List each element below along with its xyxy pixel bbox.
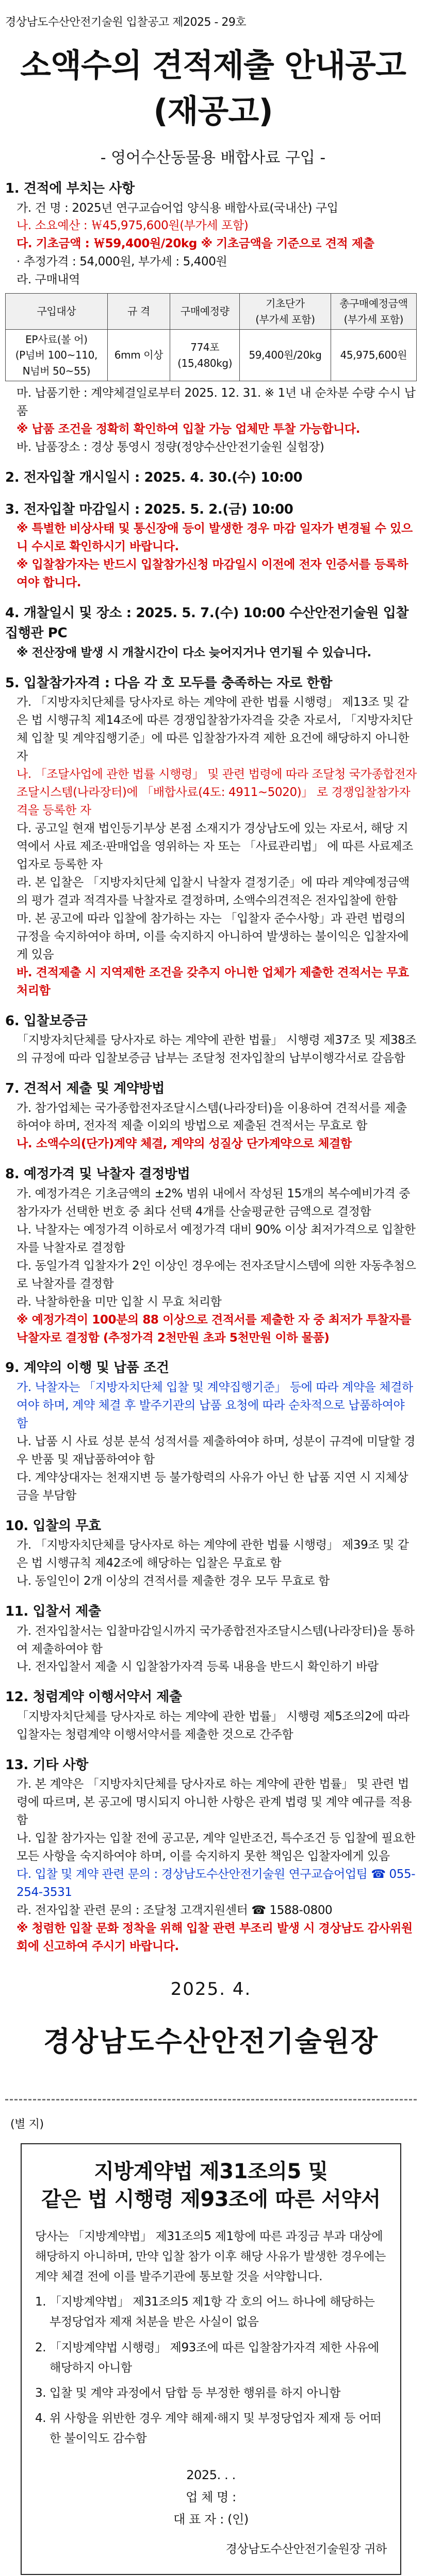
issuer-name: 경상남도수산안전기술원장 [43,2025,379,2058]
list-item: 가. 「지방자치단체를 당사자로 하는 계약에 관한 법률 시행령」 제39조 및 같은 법 시행규칙 제42조에 해당하는 입찰은 무효로 함 [17,1538,409,1570]
list-item: ※ 청렴한 입찰 문화 정착을 위해 입찰 관련 부조리 발생 시 경상남도 감사위원회에 신고하여 주시기 바랍니다. [17,1921,413,1953]
table-header: 구매예정량 [170,294,240,330]
section-heading: 8. 예정가격 및 낙찰자 결정방법 [5,1166,190,1182]
section-heading: 6. 입찰보증금 [5,1013,88,1029]
list-item: 「지방자치단체를 당사자로 하는 계약에 관한 법률」 시행령 제5조의2에 따라 입찰자는 청렴계약 이행서약서를 제출한 것으로 간주함 [17,1709,409,1741]
list-item: 다. 계약상대자는 천재지변 등 불가항력의 사유가 아닌 한 납품 지연 시 지체상금을 부담함 [17,1470,408,1502]
list-item: 가. 본 계약은 「지방자치단체를 당사자로 하는 계약에 관한 법률」 및 관련 법령에 따르며, 본 공고에 명시되지 아니한 사항은 관계 법령 및 계약 예규를 적용함 [17,1777,412,1827]
pledge-item: 3. 입찰 및 계약 과정에서 담합 등 부정한 행위를 하지 아니함 [35,2386,341,2400]
sign-date: 2025. . . [186,2468,236,2483]
section-heading: 7. 견적서 제출 및 계약방법 [5,1081,165,1097]
list-item: 마. 납품기한 : 계약체결일로부터 2025. 12. 31. ※ 1년 내 순차분 수량 수시 납품 [17,386,416,418]
notice-date: 2025. 4. [170,1978,252,1999]
divider [5,2099,417,2100]
list-item: ※ 예정가격이 100분의 88 이상으로 견적서를 제출한 자 중 최저가 투찰자를 낙찰자로 결정함 (추정가격 2천만원 초과 5천만원 이하 물품) [17,1313,412,1345]
section-heading: 11. 입찰서 제출 [5,1604,101,1620]
list-item: 라. 전자입찰 관련 문의 : 조달청 고객지원센터 ☎ 1588-0800 [17,1904,333,1918]
section-heading: 2. 전자입찰 개시일시 : 2025. 4. 30.(수) 10:00 [5,470,303,486]
table-header: 기초단가 (부가세 포함) [240,294,331,330]
list-item: ※ 입찰참가자는 반드시 입찰참가신청 마감일시 이전에 전자 인증서를 등록하여야 합니다. [17,557,408,589]
pledge-item: 2. 「지방계약법 시행령」 제93조에 따른 입찰참가자격 제한 사유에 해당하지 아니함 [35,2341,379,2375]
section-heading: 5. 입찰참가자격 : 다음 각 호 모두를 충족하는 자로 한함 [5,675,333,691]
list-item: 가. 전자입찰서는 입찰마감일시까지 국가종합전자조달시스템(나라장터)을 통하여 제출하여야 함 [17,1624,415,1656]
pledge-title-line2: 같은 법 시행령 제93조에 따른 서약서 [41,2188,381,2212]
section-heading: 9. 계약의 이행 및 납품 조건 [5,1360,169,1376]
list-item: 나. 전자입찰서 제출 시 입찰참가자격 등록 내용을 반드시 확인하기 바람 [17,1660,379,1674]
section-heading: 12. 청렴계약 이행서약서 제출 [5,1689,182,1705]
pledge-intro: 당사는 「지방계약법」 제31조의5 제1항에 따른 과징금 부과 대상에 해당하지 아니하며, 만약 입찰 참가 이후 해당 사유가 발생한 경우에는 계약 체결 전에 이를 발주기관에 통보할 것을 서약합니다. [35,2230,386,2284]
sign-company: 업 체 명 : [186,2490,236,2505]
pledge-body [35,2227,387,2449]
purchase-table [5,293,417,381]
table-header: 구입대상 [6,294,108,330]
list-item: 나. 「조달사업에 관한 법률 시행령」 및 관련 법령에 따라 조달청 국가종합전자조달시스템(나라장터)에 「배합사료(4도: 4911~5020)」 로 경쟁입찰참가자격을 등록한 자 [17,768,417,818]
pledge-form [21,2143,401,2574]
list-item: 다. 기초금액 : ￦59,400원/20kg ※ 기초금액을 기준으로 견적 제출 [17,237,374,251]
list-item: 다. 동일가격 입찰자가 2인 이상인 경우에는 전자조달시스템에 의한 자동추첨으로 낙찰자를 결정함 [17,1259,416,1291]
list-item: 다. 공고일 현재 법인등기부상 본점 소재지가 경상남도에 있는 자로서, 해당 지역에서 사료 제조·판매업을 영위하는 자 또는 「사료관리법」 에 따른 사료제조업자로 등록한 자 [17,822,413,871]
list-item: ※ 전산장애 발생 시 개찰시간이 다소 늦어지거나 연기될 수 있습니다. [17,646,371,659]
appendix-tag: (별 지) [10,2117,44,2131]
list-item: 가. 참가업체는 국가종합전자조달시스템(나라장터)을 이용하여 견적서를 제출하여야 하며, 전자적 제출 이외의 방법으로 제출된 견적서는 무효로 함 [17,1101,407,1133]
table-cell: 45,975,600원 [331,330,416,381]
notice-number: 경상남도수산안전기술원 입찰공고 제2025 - 29호 [5,16,247,29]
table-cell: 6mm 이상 [107,330,170,381]
list-item: 라. 낙찰하한율 미만 입찰 시 무효 처리함 [17,1295,222,1309]
list-item: 가. 낙찰자는 「지방자치단체 입찰 및 계약집행기준」 등에 따라 계약을 체결하여야 하며, 계약 체결 후 발주기관의 납품 요청에 따라 순차적으로 납품하여야 함 [17,1381,413,1430]
list-item: 나. 입찰 참가자는 입찰 전에 공고문, 계약 일반조건, 특수조건 등 입찰에 필요한 모든 사항을 숙지하여야 하며, 이를 숙지하지 못한 책임은 입찰자에게 있음 [17,1832,416,1863]
list-item: 라. 구매내역 [17,273,80,287]
list-item: 나. 소액수의(단가)계약 체결, 계약의 성질상 단가계약으로 체결함 [17,1137,352,1151]
list-item: 바. 납품장소 : 경상 통영시 정량(정양수산안전기술원 실험장) [17,440,324,454]
page-title: 소액수의 견적제출 안내공고(재공고) [20,46,406,130]
list-item: 바. 견적제출 시 지역제한 조건을 갖추지 아니한 업체가 제출한 견적서는 무효 처리함 [17,965,409,997]
list-item: 가. 예정가격은 기초금액의 ±2% 범위 내에서 작성된 15개의 복수예비가격 중 참가자가 선택한 번호 중 최다 선택 4개를 산술평균한 금액으로 결정함 [17,1187,411,1218]
section-heading: 13. 기타 사항 [5,1757,89,1773]
pledge-item: 1. 「지방계약법」 제31조의5 제1항 각 호의 어느 하나에 해당하는 부정당업자 제재 처분을 받은 사실이 없음 [35,2295,375,2329]
pledge-signature [35,2464,387,2531]
notice-body [0,179,426,2575]
list-item: 나. 동일인이 2개 이상의 견적서를 제출한 경우 모두 무효로 함 [17,1574,330,1588]
list-item: · 추정가격 : 54,000원, 부가세 : 5,400원 [17,255,227,269]
table-cell: 774포 (15,480kg) [170,330,240,381]
list-item: 가. 건 명 : 2025년 연구교습어업 양식용 배합사료(국내산) 구입 [17,201,338,215]
pledge-addressee: 경상남도수산안전기술원장 귀하 [225,2542,387,2556]
list-item: 나. 소요예산 : ￦45,975,600원(부가세 포함) [17,219,249,233]
page-subtitle: - 영어수산동물용 배합사료 구입 - [100,149,326,167]
table-cell: 59,400원/20kg [240,330,331,381]
table-header: 규 격 [107,294,170,330]
list-item: 다. 입찰 및 계약 관련 문의 : 경상남도수산안전기술원 연구교습어업팀 ☎ 055-254-3531 [17,1868,416,1900]
table-cell: EP사료(볼 어) (P넘버 100~110, N넘버 50~55) [6,330,108,381]
section-heading: 4. 개찰일시 및 장소 : 2025. 5. 7.(수) 10:00 수산안전기술원 입찰집행관 PC [5,605,409,641]
list-item: 라. 본 입찰은 「지방자치단체 입찰시 낙찰자 결정기준」에 따라 계약예정금액의 평가 결과 적격자를 낙찰자로 결정하며, 소액수의견적은 전자입찰에 한함 [17,875,409,907]
section-heading: 1. 견적에 부치는 사항 [5,181,135,196]
section-heading: 3. 전자입찰 마감일시 : 2025. 5. 2.(금) 10:00 [5,501,293,517]
list-item: 마. 본 공고에 따라 입찰에 참가하는 자는 「입찰자 준수사항」과 관련 법령의 규정을 숙지하여야 하며, 이를 숙지하지 아니하여 발생하는 불이익은 입찰자에게 있음 [17,911,409,961]
sign-representative: 대 표 자 : (인) [173,2512,249,2527]
table-header: 총구매예정금액 (부가세 포함) [331,294,416,330]
section-heading: 10. 입찰의 무효 [5,1518,101,1534]
list-item: ※ 납품 조건을 정확히 확인하여 입찰 가능 업체만 투찰 가능합니다. [17,422,361,436]
pledge-title-line1: 지방계약법 제31조의5 및 [94,2160,328,2184]
list-item: 나. 낙찰자는 예정가격 이하로서 예정가격 대비 90% 이상 최저가격으로 입찰한 자를 낙찰자로 결정함 [17,1223,416,1255]
list-item: 가. 「지방자치단체를 당사자로 하는 계약에 관한 법률 시행령」 제13조 및 같은 법 시행규칙 제14조에 따른 경쟁입찰참가자격을 갖춘 자로서, 「지방자치단체 입찰 및 계약집행기준」에 따른 입찰참가자격 제한 요건에 해당하지 아니한 자 [17,696,413,764]
list-item: 「지방자치단체를 당사자로 하는 계약에 관한 법률」 시행령 제37조 및 제38조의 규정에 따라 입찰보증금 납부는 조달청 전자입찰의 납부이행각서로 갈음함 [17,1033,417,1065]
list-item: 나. 납품 시 사료 성분 분석 성적서를 제출하여야 하며, 성분이 규격에 미달할 경우 반품 및 재납품하여야 함 [17,1434,416,1466]
pledge-item: 4. 위 사항을 위반한 경우 계약 해제·해지 및 부정당업자 제재 등 어떠한 불이익도 감수함 [35,2411,382,2445]
list-item: ※ 특별한 비상사태 및 통신장애 등이 발생한 경우 마감 일자가 변경될 수 있으니 수시로 확인하시기 바랍니다. [17,522,413,554]
